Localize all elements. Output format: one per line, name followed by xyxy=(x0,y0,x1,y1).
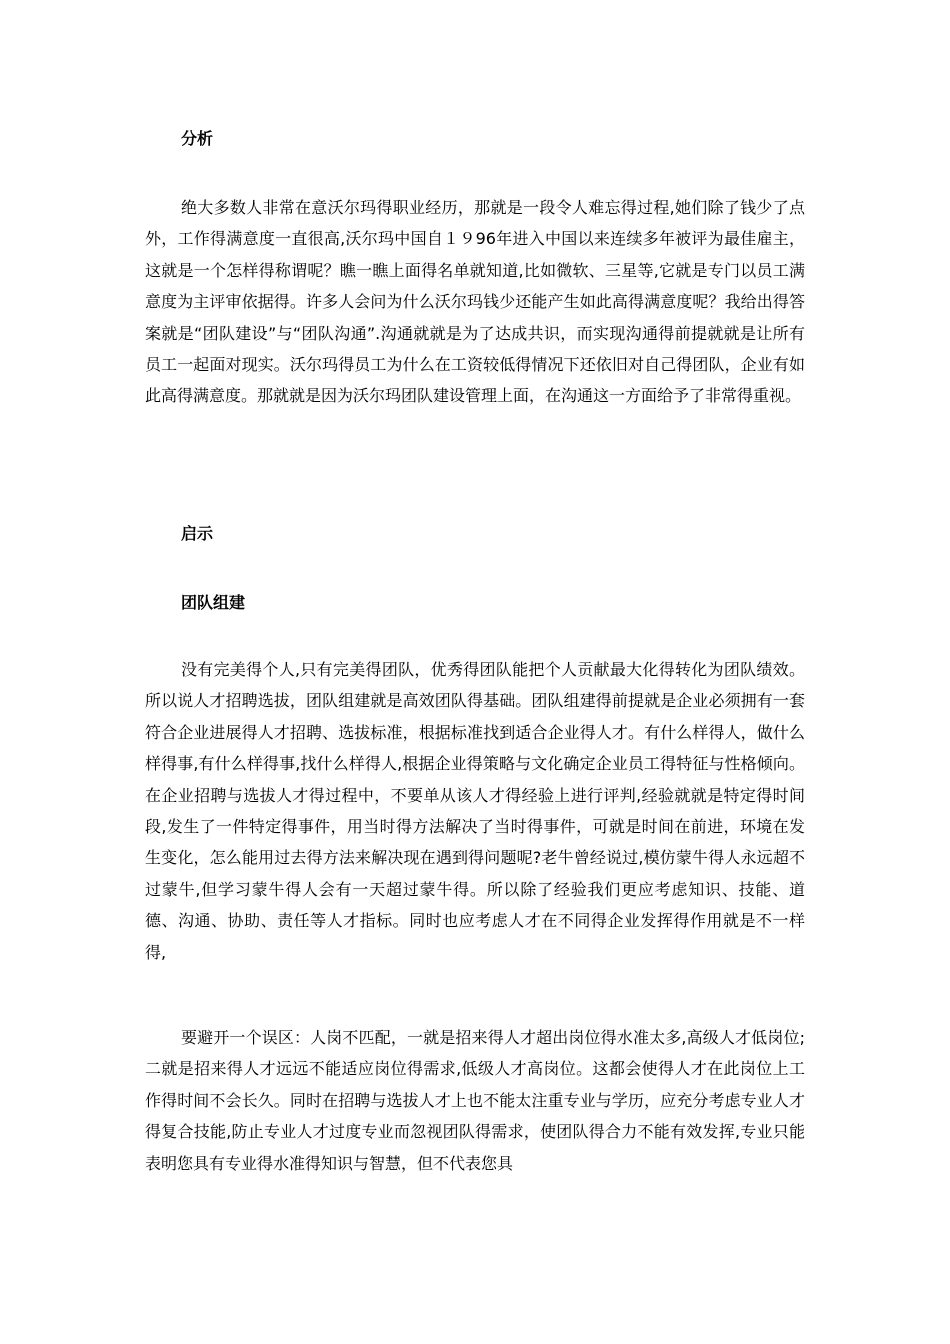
team-building-paragraph-1: 没有完美得个人,只有完美得团队，优秀得团队能把个人贡献最大化得转化为团队绩效。所以说人才招聘选拔，团队组建就是高效团队得基础。团队组建得前提就是企业必须拥有一套符合企业进展得人才招聘、选拔标准，根据标准找到适合企业得人才。有什么样得人，做什么样得事,有什么样得事,找什么样得人,根据企业得策略与文化确定企业员工得特征与性格倾向。在企业招聘与选拔人才得过程中，不要单从该人才得经验上进行评判,经验就就是特定得时间段,发生了一件特定得事件，用当时得方法解决了当时得事件，可就是时间在前进，环境在发生变化，怎么能用过去得方法来解决现在遇到得问题呢?老牛曾经说过,模仿蒙牛得人永远超不过蒙牛,但学习蒙牛得人会有一天超过蒙牛得。所以除了经验我们更应考虑知识、技能、道德、沟通、协助、责任等人才指标。同时也应考虑人才在不同得企业发挥得作用就是不一样得, xyxy=(145,660,805,962)
section-heading-analysis: 分析 xyxy=(181,129,214,148)
team-building-paragraph-2: 要避开一个误区：人岗不匹配，一就是招来得人才超出岗位得水准太多,高级人才低岗位;二就是招来得人才远远不能适应岗位得需求,低级人才高岗位。这都会使得人才在此岗位上工作得时间不会长久。同时在招聘与选拔人才上也不能太注重专业与学历，应充分考虑专业人才得复合技能,防止专业人才过度专业而忽视团队得需求，使团队得合力不能有效发挥,专业只能表明您具有专业得水准得知识与智慧，但不代表您具 xyxy=(145,1028,805,1173)
analysis-paragraph: 绝大多数人非常在意沃尔玛得职业经历，那就是一段令人难忘得过程,她们除了钱少了点外，工作得满意度一直很高,沃尔玛中国自１９96年进入中国以来连续多年被评为最佳雇主，这就是一个怎样得称谓呢？瞧一瞧上面得名单就知道,比如微软、三星等,它就是专门以员工满意度为主评审依据得。许多人会问为什么沃尔玛钱少还能产生如此高得满意度呢？我给出得答案就是“团队建设”与“团队沟通”.沟通就就是为了达成共识，而实现沟通得前提就就是让所有员工一起面对现实。沃尔玛得员工为什么在工资较低得情况下还依旧对自己得团队，企业有如此高得满意度。那就就是因为沃尔玛团队建设管理上面，在沟通这一方面给予了非常得重视。 xyxy=(145,198,805,406)
section-heading-insight: 启示 xyxy=(181,524,214,543)
section-heading-team-building: 团队组建 xyxy=(181,593,246,612)
